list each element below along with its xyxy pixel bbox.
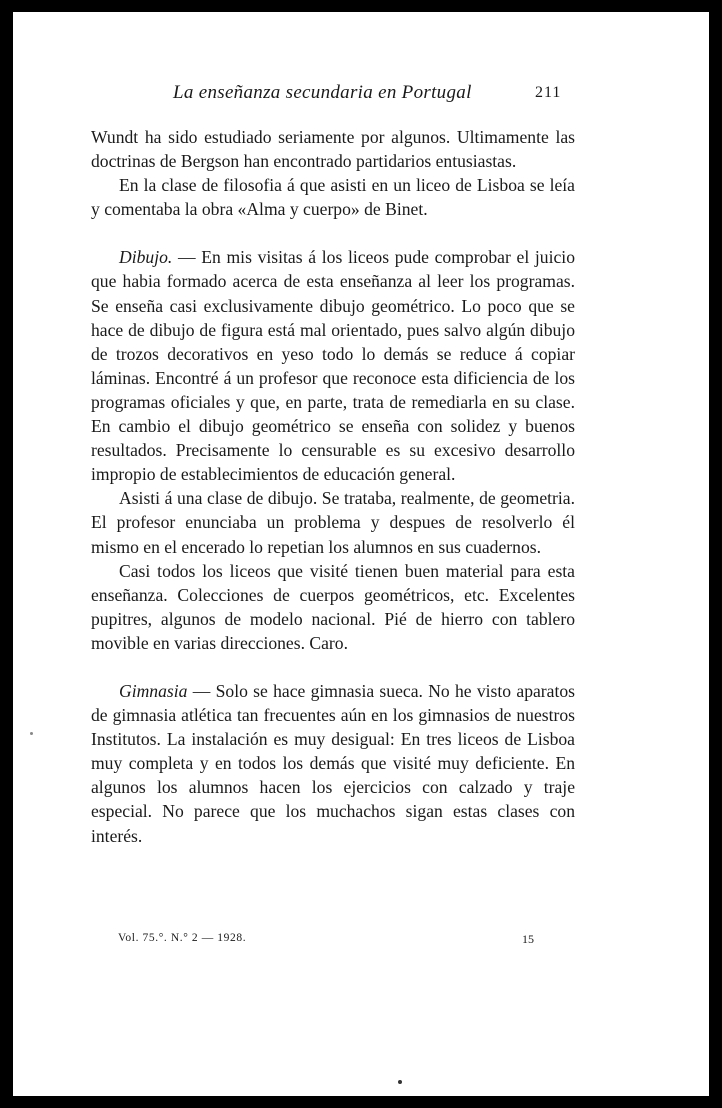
paragraph-filosofia: En la clase de filosofia á que asisti en un liceo de Lisboa se leía y comentaba la obra «Alma y cuerpo» de Binet.	[91, 175, 575, 220]
paragraph-dibujo-text: — En mis visitas á los liceos pude comprobar el juicio que habia formado acerca de esta enseñanza al leer los programas. Se enseña casi exclusivamente dibujo geométrico. Lo poco que se hace de dibujo de figura está mal orientado, pues salvo algún dibujo de trozos decorativos en yeso todo lo demás se reduce á copiar láminas. Encontré á un profesor que reconoce esta dificiencia de los programas oficiales y que, en parte, trata de remediarla en su clase. En cambio el dibujo geométrico se enseña con solidez y buenos resultados. Precisamente lo censurable es su excesivo desarrollo impropio de establecimientos de educación general.	[91, 247, 575, 485]
signature-mark: 15	[522, 932, 534, 946]
volume-line: Vol. 75.°. N.° 2 — 1928.	[118, 932, 247, 944]
paragraph-wundt: Wundt ha sido estudiado seriamente por algunos. Ultimamente las doctrinas de Bergson han encontrado partidarios entusiastas.	[91, 127, 575, 172]
speck-mark	[30, 732, 33, 735]
section-heading-gimnasia: Gimnasia	[119, 680, 188, 701]
paragraph-material: Casi todos los liceos que visité tienen buen material para esta enseñanza. Colecciones de cuerpos geométricos, etc. Excelentes pupitres, algunos de modelo nacional. Pié de hierro con tablero movible en varias direcciones. Caro.	[91, 560, 575, 653]
paragraph-gimnasia-text: — Solo se hace gimnasia sueca. No he visto aparatos de gimnasia atlética tan frecuentes aún en los gimnasios de nuestros Institutos. La instalación es muy desigual: En tres liceos de Lisboa muy completa y en todos los demás que visité muy deficiente. En algunos los alumnos hacen los ejercicios con calzado y traje especial. No parece que los muchachos sigan estas clases con interés.	[91, 680, 575, 846]
page-number: 211	[535, 84, 562, 101]
body-text	[91, 125, 575, 848]
page-footer	[13, 932, 709, 952]
running-title: La enseñanza secundaria en Portugal	[173, 82, 472, 103]
speck-mark	[398, 1080, 402, 1084]
book-page	[13, 12, 709, 1096]
page-header	[13, 82, 709, 106]
section-gimnasia	[91, 679, 575, 848]
section-dibujo	[91, 245, 575, 486]
section-heading-dibujo: Dibujo.	[119, 247, 173, 268]
paragraph-clase-dibujo: Asisti á una clase de dibujo. Se trataba, realmente, de geometria. El profesor enunciaba un problema y despues de resolverlo él mismo en el encerado lo repetian los alumnos en sus cuadernos.	[91, 488, 575, 557]
